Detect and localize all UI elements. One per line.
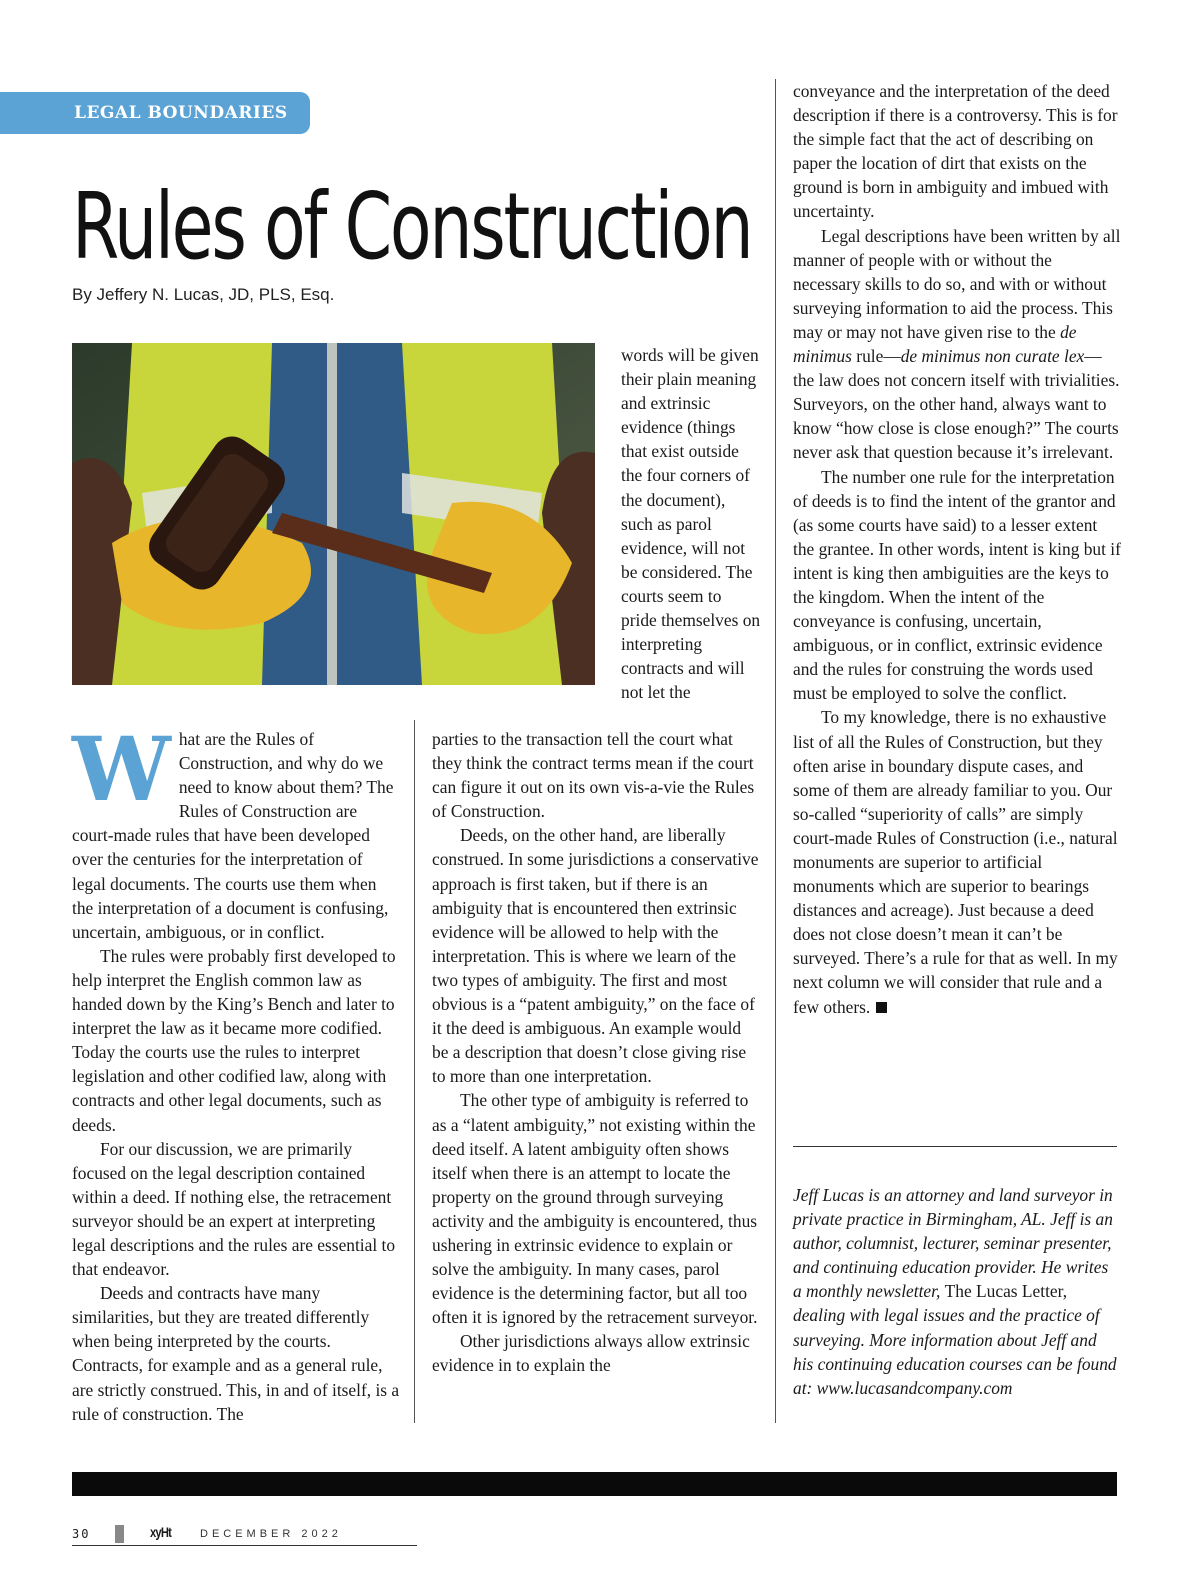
article-paragraph (793, 705, 1121, 1018)
paragraph-text: rule— (851, 346, 901, 367)
bio-text: dealing with legal issues and the practice of surveying. More information about Jeff and his continuing education courses can be found at: www.lucasandcompany.com (793, 1305, 1117, 1398)
bio-text: Jeff Lucas is an attorney and land surveyor in private practice in Birmingham, AL. Jeff is an author, columnist, lecturer, seminar presenter, and continuing education provider. He writes a monthly newsletter, (793, 1185, 1113, 1302)
page-footer (72, 1523, 417, 1546)
column-divider (775, 79, 776, 1423)
latin-term: de minimus non curate lex (900, 346, 1085, 367)
column-divider (414, 720, 415, 1423)
article-photo (72, 343, 595, 685)
article-paragraph (793, 224, 1121, 465)
paragraph-text: hat are the Rules of Construction, and why do we need to know about them? The Rules of Construction are court-made rules that have been developed over the centuries for the interpretation of legal documents. The courts use them when the interpretation of a document is confusing, uncertain, ambiguous, or in conflict. (72, 729, 394, 942)
page-number: 30 (72, 1527, 91, 1541)
author-bio (793, 1183, 1121, 1400)
paragraph-text: —the law does not concern itself with trivialities. Surveyors, on the other hand, always want to know “how close is close enough?” The courts never ask that question because it’s irrelevant. (793, 346, 1120, 463)
article-column-3 (793, 79, 1121, 1019)
article-paragraph: The rules were probably first developed to help interpret the English common law as handed down by the King’s Bench and later to interpret the law as it became more codified. Today the courts use the rules to interpret legislation and other codified law, along with contracts and other legal documents, such as deeds. (72, 945, 396, 1135)
paragraph-text: Legal descriptions have been written by all manner of people with or without the necessary skills to do so, and with or without surveying information to aid the process. This may or may not have given rise to the (793, 225, 1121, 342)
drop-cap: W (72, 717, 171, 821)
article-paragraph: The other type of ambiguity is referred to as a “latent ambiguity,” not existing within the deed itself. A latent ambiguity often shows itself when there is an attempt to locate the property on the ground through surveying activity and the ambiguity is encountered, thus ushering in extrinsic evidence to explain or solve the ambiguity. In many cases, parol evidence is the determining factor, but all too often it is ignored by the retracement surveyor. (432, 1090, 758, 1328)
article-paragraph: parties to the transaction tell the court what they think the contract terms mean if the court can figure it out on its own vis-a-vie the Rules of Construction. (432, 729, 755, 822)
article-paragraph: The number one rule for the interpretation of deeds is to find the intent of the grantor and (as some courts have said) to a lesser extent the grantee. In other words, intent is king but if intent is king then ambiguities are the keys to the kingdom. When the intent of the conveyance is confusing, uncertain, ambiguous, or in conflict, extrinsic evidence and the rules for construing the words used must be employed to solve the conflict. (793, 466, 1121, 704)
article-paragraph: Deeds, on the other hand, are liberally construed. In some jurisdictions a conservative approach is first taken, but if there is an ambiguity that is encountered then extrinsic evidence will be allowed to help with the interpretation. This is where we learn of the two types of ambiguity. The first and most obvious is a “patent ambiguity,” on the face of it the deed is ambiguous. An example would be a description that doesn’t close giving rise to more than one interpretation. (432, 825, 759, 1087)
gavel-in-gloved-hands-photo-icon (72, 343, 595, 685)
article-column-2-top (621, 343, 761, 704)
article-column-2 (432, 727, 760, 1378)
end-of-article-icon (876, 1002, 887, 1013)
article-paragraph: conveyance and the interpretation of the deed description if there is a controversy. This is for the simple fact that the act of describing on paper the location of dirt that exists on the ground is born in ambiguity and imbued with uncertainty. (793, 81, 1118, 222)
paragraph-text: To my knowledge, there is no exhaustive list of all the Rules of Construction, but they often arise in boundary dispute cases, and some of them are already familiar to you. Our so-called “superiority of calls” are simply court-made Rules of Construction (i.e., natural monuments are superior to artificial monuments which are superior to bearings distances and acreage). Just because a deed does not close doesn’t mean it can’t be surveyed. There’s a rule for that as well. In my next column we will consider that rule and a few others. (793, 707, 1118, 1017)
article-paragraph: For our discussion, we are primarily focused on the legal description contained within a deed. If nothing else, the retracement surveyor should be an expert at interpreting legal descriptions and the rules are essential to that endeavor. (72, 1138, 396, 1280)
article-paragraph (72, 717, 400, 944)
footer-block-icon (115, 1525, 124, 1543)
section-label: LEGAL BOUNDARIES (0, 92, 310, 134)
magazine-logo: xyHt (150, 1524, 172, 1540)
article-paragraph: Other jurisdictions always allow extrinsic evidence in to explain the (432, 1331, 750, 1376)
footer-bar (72, 1472, 1117, 1496)
latin-term: de minimus (793, 321, 1077, 367)
bio-divider (793, 1146, 1117, 1147)
byline: By Jeffery N. Lucas, JD, PLS, Esq. (72, 285, 335, 304)
article-column-1 (72, 717, 400, 1426)
article-paragraph: Deeds and contracts have many similarities, but they are treated differently when being interpreted by the courts. Contracts, for example and as a general rule, are strictly construed. This, in and of itself, is a rule of construction. The (72, 1283, 400, 1424)
issue-date: DECEMBER 2022 (200, 1528, 342, 1540)
article-title: Rules of Construction (72, 173, 752, 280)
article-paragraph: words will be given their plain meaning and extrinsic evidence (things that exist outside the four corners of the document), such as parol evidence, will not be considered. The courts seem to pride themselves on interpreting contracts and will not let the (621, 345, 761, 703)
newsletter-name: The Lucas Letter, (944, 1281, 1068, 1302)
